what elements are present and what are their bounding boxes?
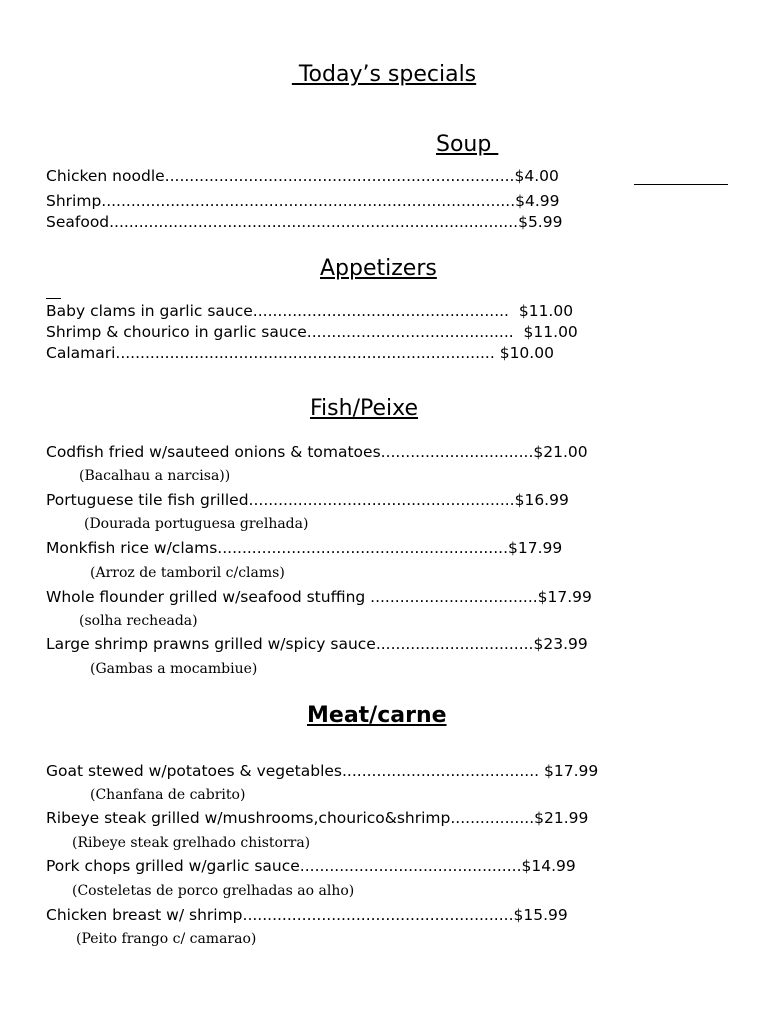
soup-heading: Soup bbox=[436, 132, 499, 157]
appetizer-item-shrimp-chourico: Shrimp & chourico in garlic sauce.......................................... $11.00 bbox=[46, 323, 578, 341]
fish-item-flounder: Whole flounder grilled w/seafood stuffing ..................................$17.99 bbox=[46, 588, 592, 606]
fish-item-monkfish: Monkfish rice w/clams...........................................................$17.99 bbox=[46, 539, 563, 557]
appetizers-small-rule bbox=[46, 298, 61, 299]
fish-item-codfish-subtitle: (Bacalhau a narcisa)) bbox=[79, 468, 231, 484]
fish-item-flounder-subtitle: (solha recheada) bbox=[79, 613, 198, 629]
fish-item-shrimp-prawns-subtitle: (Gambas a mocambiue) bbox=[90, 661, 258, 677]
meat-item-goat: Goat stewed w/potatoes & vegetables........................................ $17.99 bbox=[46, 762, 599, 780]
soup-item-chicken-noodle: Chicken noodle.......................................................................$4.00 bbox=[46, 167, 559, 185]
fish-item-shrimp-prawns: Large shrimp prawns grilled w/spicy sauce................................$23.99 bbox=[46, 635, 588, 653]
meat-item-chicken-breast: Chicken breast w/ shrimp.......................................................$15.99 bbox=[46, 906, 568, 924]
fish-item-tile-fish: Portuguese tile fish grilled......................................................$16.99 bbox=[46, 491, 569, 509]
soup-item-shrimp: Shrimp....................................................................................$4.99 bbox=[46, 192, 560, 210]
fish-item-codfish: Codfish fried w/sauteed onions & tomatoes...............................$21.00 bbox=[46, 443, 588, 461]
meat-heading: Meat/carne bbox=[307, 703, 447, 728]
appetizer-item-baby-clams: Baby clams in garlic sauce.................................................... $11.00 bbox=[46, 302, 574, 320]
appetizer-item-calamari: Calamari............................................................................. $10.00 bbox=[46, 344, 554, 362]
appetizers-heading: Appetizers bbox=[320, 256, 437, 281]
meat-item-goat-subtitle: (Chanfana de cabrito) bbox=[90, 787, 246, 803]
page-title: Today’s specials bbox=[291, 62, 477, 87]
soup-underline-rule bbox=[634, 184, 728, 185]
fish-item-monkfish-subtitle: (Arroz de tamboril c/clams) bbox=[90, 565, 285, 581]
meat-item-ribeye: Ribeye steak grilled w/mushrooms,chourico&shrimp.................$21.99 bbox=[46, 809, 589, 827]
meat-item-pork-chops-subtitle: (Costeletas de porco grelhadas ao alho) bbox=[72, 883, 355, 899]
meat-item-chicken-breast-subtitle: (Peito frango c/ camarao) bbox=[76, 931, 257, 947]
meat-item-pork-chops: Pork chops grilled w/garlic sauce.............................................$14.99 bbox=[46, 857, 576, 875]
soup-item-seafood: Seafood...................................................................................$5.99 bbox=[46, 213, 563, 231]
meat-item-ribeye-subtitle: (Ribeye steak grelhado chistorra) bbox=[72, 835, 311, 851]
fish-item-tile-fish-subtitle: (Dourada portuguesa grelhada) bbox=[84, 516, 309, 532]
fish-heading: Fish/Peixe bbox=[310, 396, 418, 421]
